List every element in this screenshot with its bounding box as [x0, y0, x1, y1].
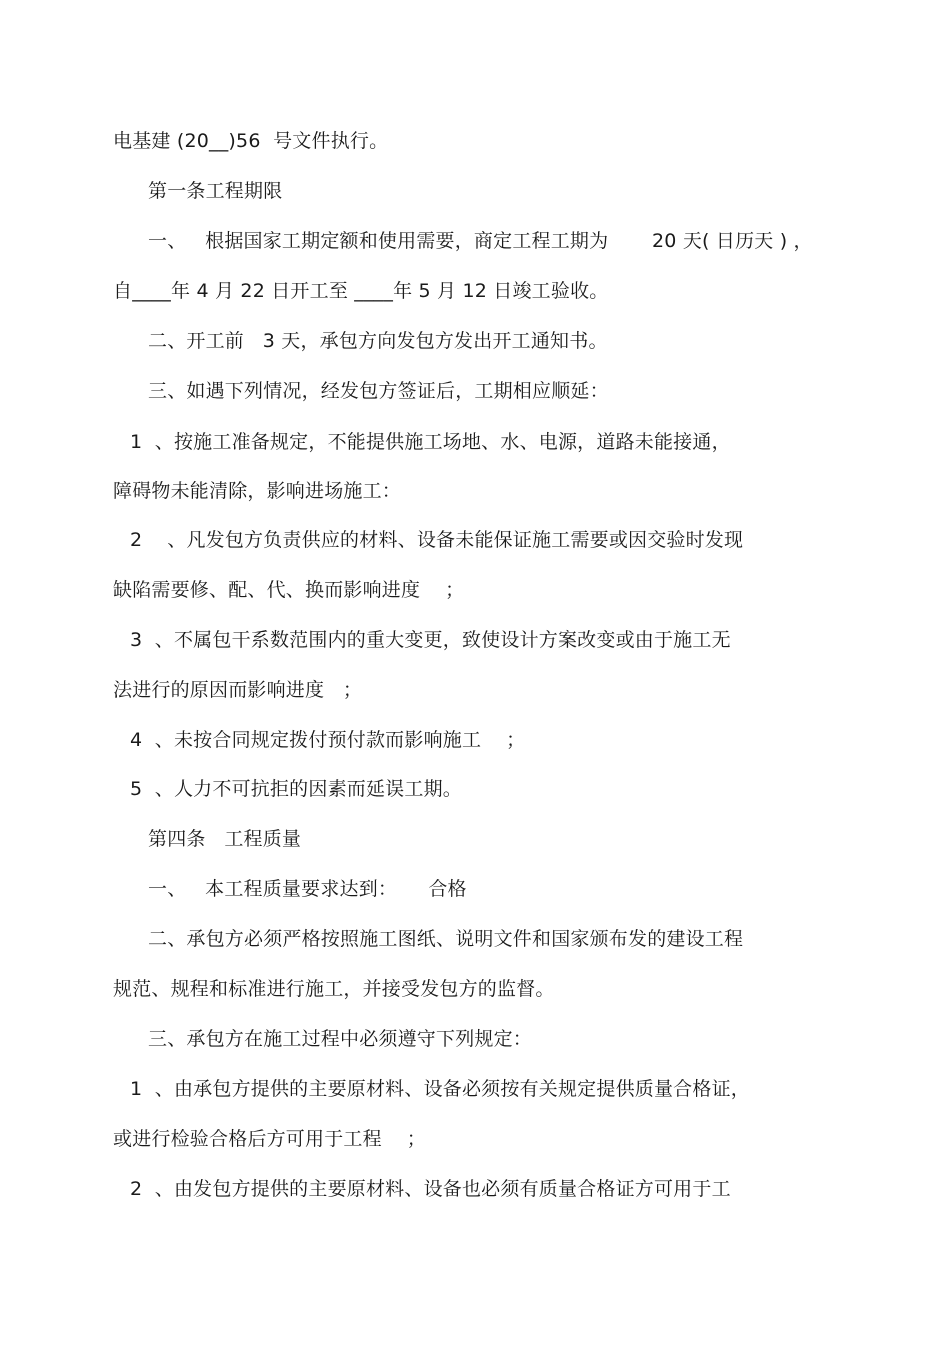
text-line-18: 规范、规程和标准进行施工，并接受发包方的监督。 [113, 978, 555, 1000]
text-line-10: 缺陷需要修、配、代、换而影响进度 ； [113, 579, 465, 601]
text-line-8: 障碍物未能清除，影响进场施工： [113, 480, 402, 502]
text-line-19: 三、承包方在施工过程中必须遵守下列规定： [148, 1028, 533, 1050]
text-line-16: 一、 本工程质量要求达到： 合格 [148, 878, 467, 900]
text-line-17: 二、承包方必须严格按照施工图纸、说明文件和国家颁布发的建设工程 [148, 928, 744, 950]
text-line-5: 二、开工前 3 天，承包方向发包方发出开工通知书。 [148, 330, 608, 352]
text-line-3: 一、 根据国家工期定额和使用需要，商定工程工期为 20 天( 日历天 ) ， [148, 230, 813, 252]
text-line-4: 自____年 4 月 22 日开工至 ____年 5 月 12 日竣工验收。 [113, 280, 609, 302]
text-line-9: 2 、凡发包方负责供应的材料、设备未能保证施工需要或因交验时发现 [130, 529, 744, 551]
text-line-7: 1 、按施工准备规定，不能提供施工场地、水、电源，道路未能接通， [130, 431, 731, 453]
text-line-20: 1 、由承包方提供的主要原材料、设备必须按有关规定提供质量合格证， [130, 1078, 750, 1100]
text-line-22: 2 、由发包方提供的主要原材料、设备也必须有质量合格证方可用于工 [130, 1178, 731, 1200]
text-line-11: 3 、不属包干系数范围内的重大变更，致使设计方案改变或由于施工无 [130, 629, 731, 651]
text-line-21: 或进行检验合格后方可用于工程 ； [113, 1128, 426, 1150]
text-line-12: 法进行的原因而影响进度 ； [113, 679, 363, 701]
text-line-15: 第四条 工程质量 [148, 828, 302, 850]
text-line-1: 电基建 (20__)56 号文件执行。 [113, 130, 389, 152]
text-line-13: 4 、未按合同规定拨付预付款而影响施工 ； [130, 729, 526, 751]
text-line-14: 5 、人力不可抗拒的因素而延误工期。 [130, 778, 462, 800]
text-line-2: 第一条工程期限 [148, 180, 283, 202]
text-line-6: 三、如遇下列情况，经发包方签证后，工期相应顺延： [148, 380, 609, 402]
